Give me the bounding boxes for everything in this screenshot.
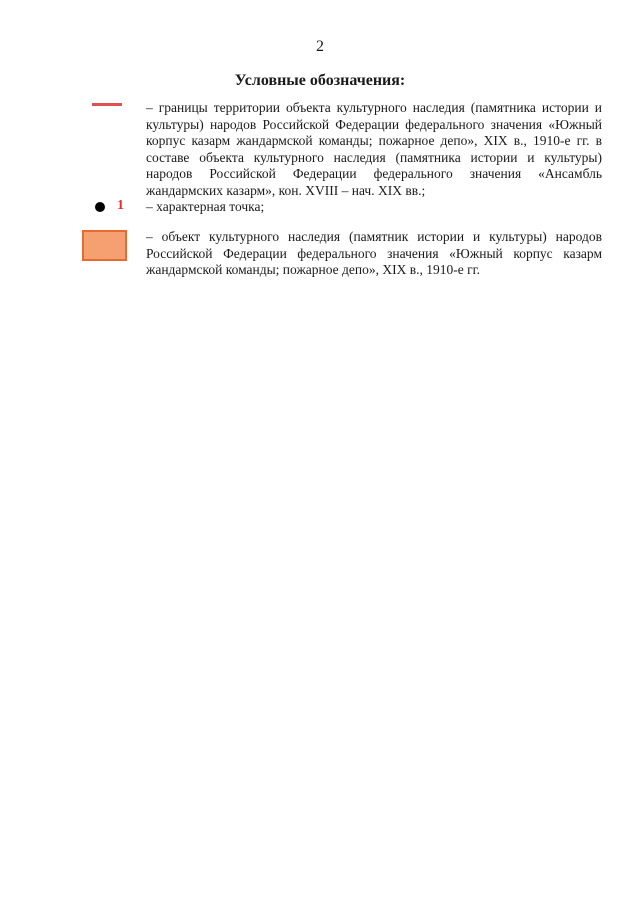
page-number: 2 [316, 38, 324, 55]
legend-text-object: – объект культурного наследия (памятник истории и культуры) народов Российской Федерации федерального значения «Южный корпус казарм жандармской команды; пожарное депо», XIX в., 1910-е гг. [146, 229, 602, 278]
orange-area-icon [82, 230, 127, 261]
point-number-label: 1 [117, 198, 124, 213]
page-title: Условные обозначения: [234, 72, 406, 89]
legend-text-point: – характерная точка; [146, 199, 265, 214]
red-line-icon [92, 103, 122, 106]
legend-text-boundary: – границы территории объекта культурного наследия (памятника истории и культуры) народов Российской Федерации федерального значения «Южный корпус казарм жандармской команды; пожарное депо», XIX в., 1910-е гг. в составе объекта культурного наследия (памятника истории и культуры) народов Российской Федерации федерального значения «Ансамбль жандармских казарм», кон. XVIII – нач. XIX вв.; [146, 100, 602, 198]
black-dot-icon [95, 202, 105, 212]
